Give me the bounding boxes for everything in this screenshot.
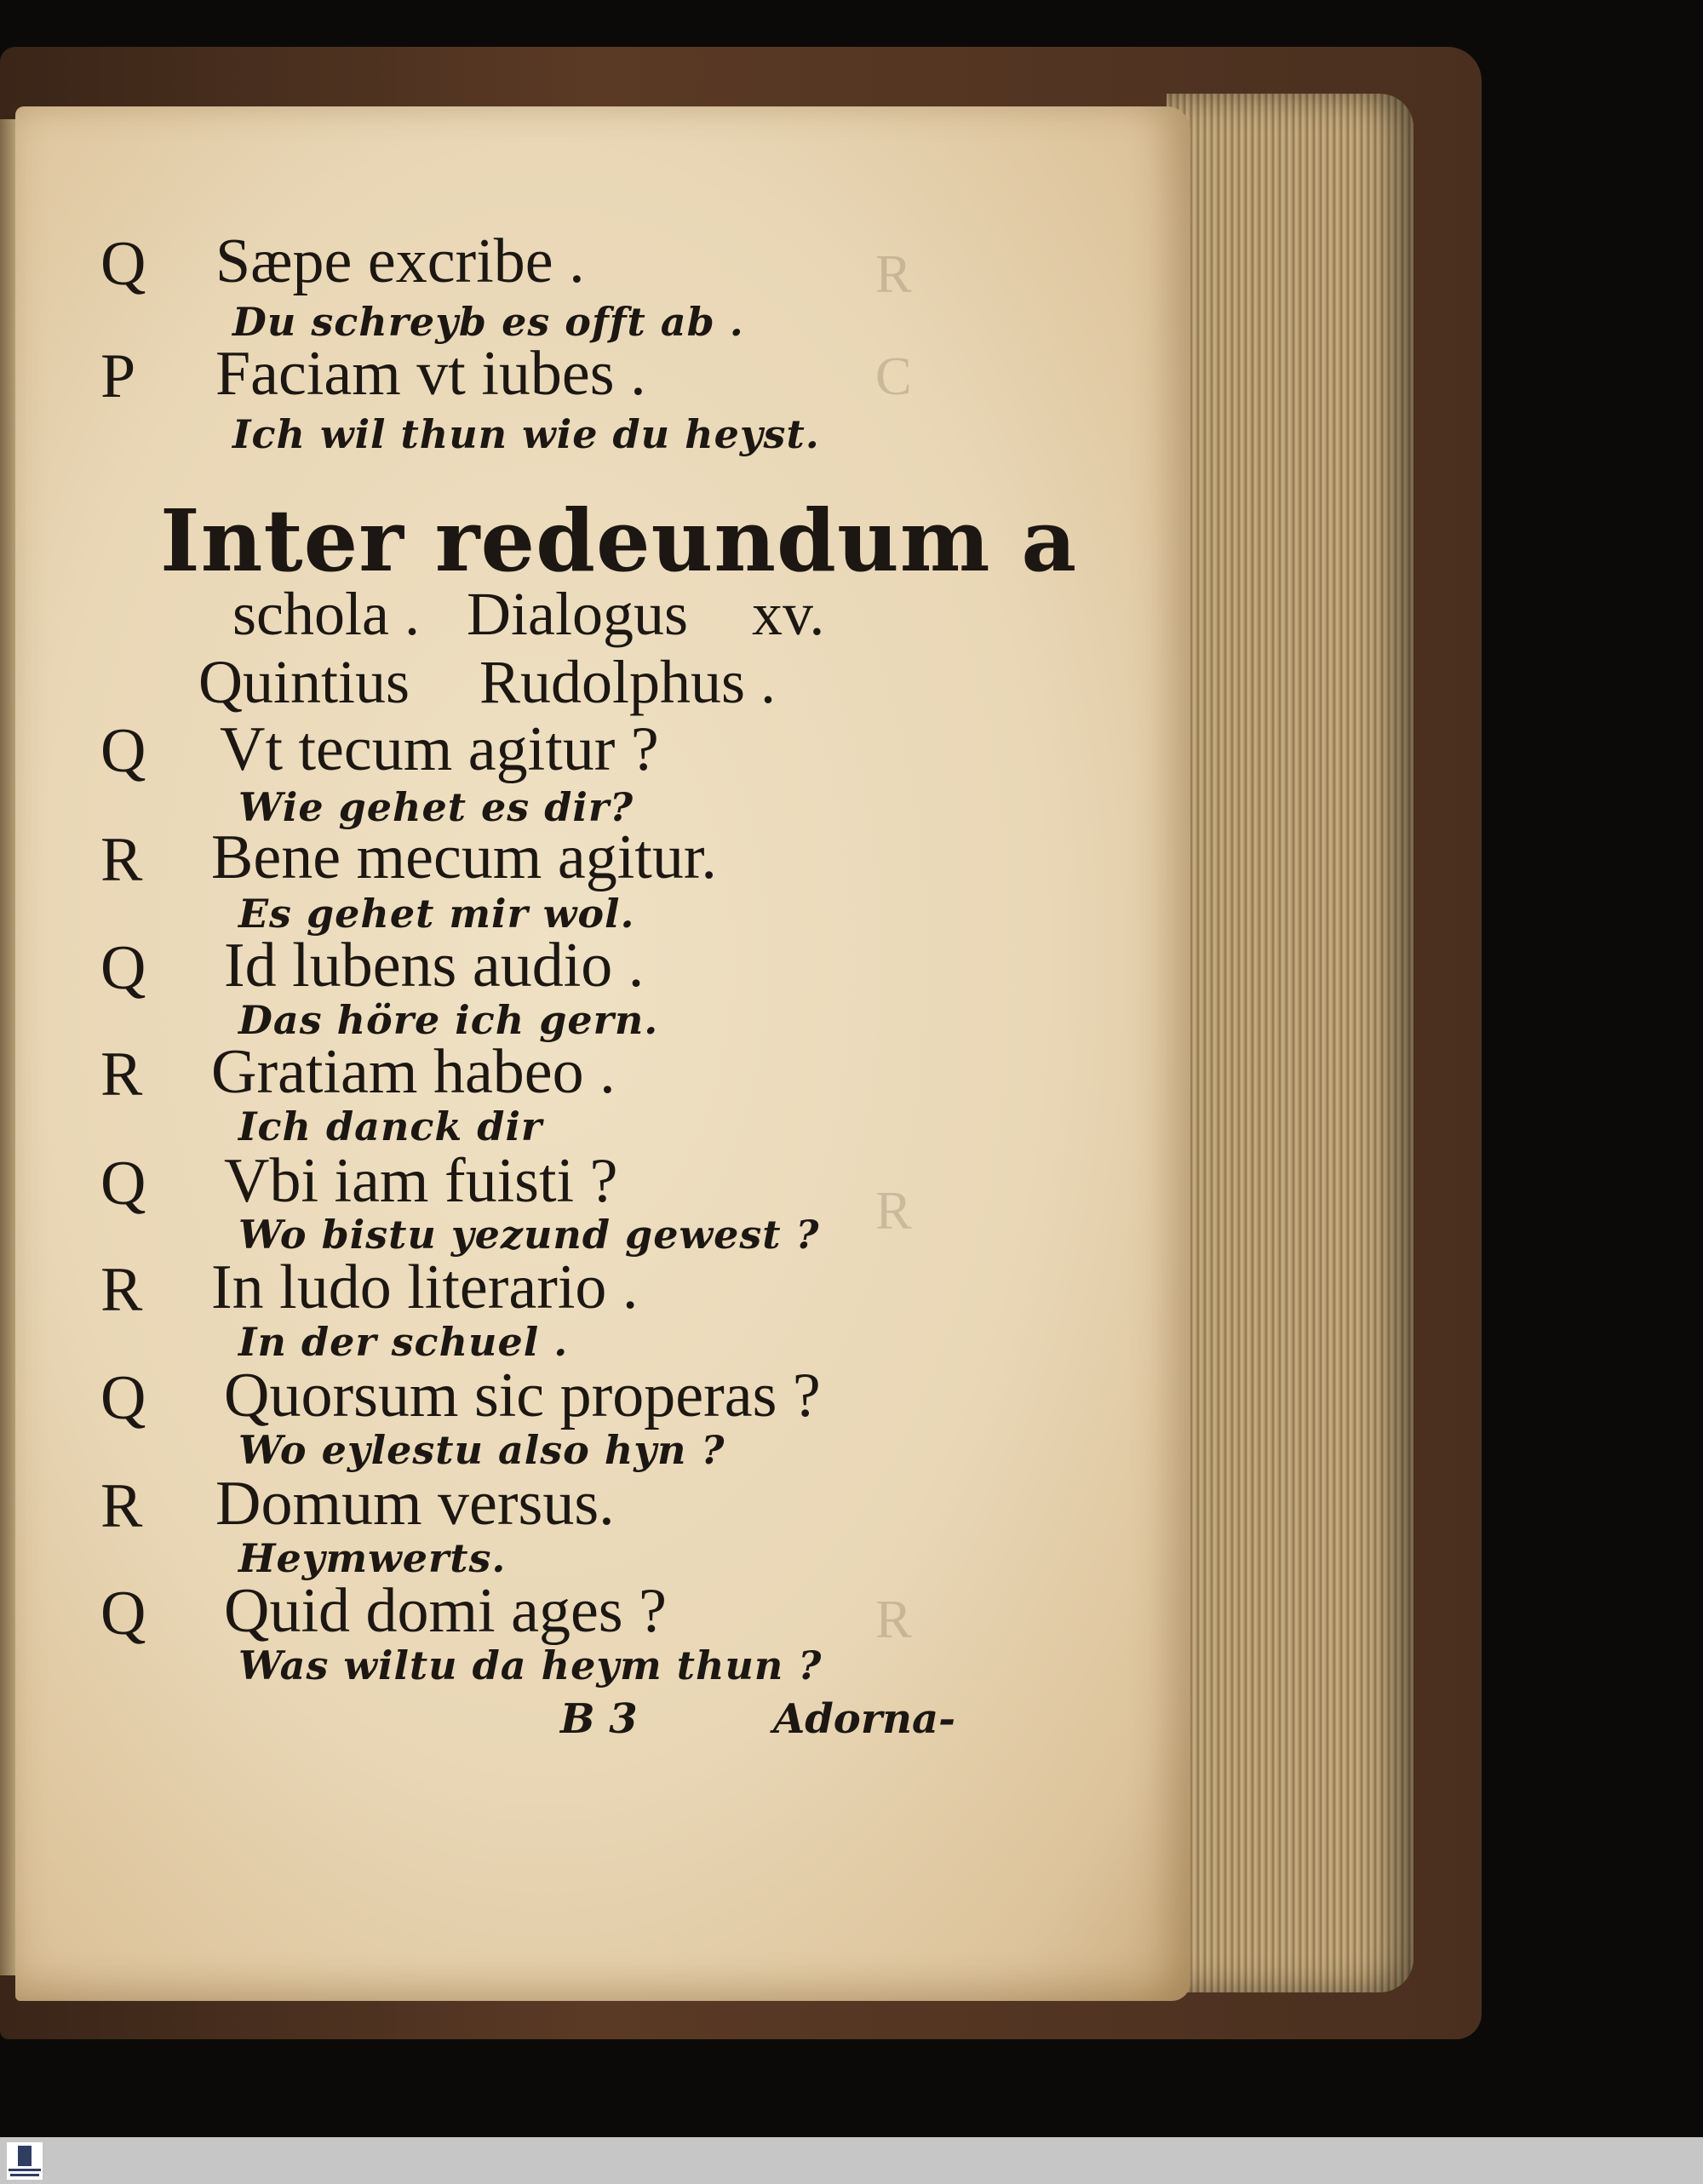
german-line: In der schuel . — [238, 1319, 569, 1365]
bleed-through: R — [875, 1589, 912, 1649]
german-line: Ich wil thun wie du heyst. — [232, 411, 820, 457]
latin-line: Quorsum sic properas ? — [224, 1361, 821, 1430]
latin-line: Id lubens audio . — [224, 931, 645, 1000]
heading-dialogus: Dialogus — [467, 580, 688, 648]
german-line: Wo eylestu also hyn ? — [238, 1427, 725, 1473]
page-edges — [1167, 94, 1413, 1992]
latin-line: Quid domi ages ? — [224, 1576, 667, 1646]
speaker-mark: Q — [100, 1149, 146, 1218]
heading-number: xv. — [752, 580, 825, 648]
german-line: Das höre ich gern. — [238, 997, 659, 1043]
speaker-mark: R — [100, 1255, 143, 1325]
book-page — [15, 106, 1190, 2001]
speaker-mark: Q — [100, 933, 146, 1003]
heading-schola: schola . — [232, 580, 420, 648]
speaker-mark: R — [100, 825, 143, 895]
library-logo-icon — [7, 2142, 43, 2180]
german-line: Wie gehet es dir? — [238, 784, 634, 830]
german-line: Du schreyb es offt ab . — [232, 299, 744, 345]
latin-line: Vt tecum agitur ? — [220, 714, 659, 784]
speaker-mark: Q — [100, 1579, 146, 1648]
german-line: Was wiltu da heym thun ? — [238, 1642, 823, 1688]
latin-line: Faciam vt iubes . — [215, 339, 646, 409]
german-line: Es gehet mir wol. — [238, 891, 635, 937]
german-line: Ich danck dir — [238, 1103, 543, 1149]
speaker-mark: Q — [100, 716, 146, 786]
catchword: Adorna- — [773, 1695, 956, 1743]
signature-mark: B 3 — [560, 1695, 638, 1743]
viewer-bottom-bar — [0, 2137, 1703, 2184]
german-line: Wo bistu yezund gewest ? — [238, 1212, 820, 1258]
speaker-mark: Q — [100, 1363, 146, 1433]
latin-line: Domum versus. — [215, 1469, 615, 1539]
speaker-name-quintius: Quintius — [198, 648, 410, 716]
latin-line: In ludo literario . — [211, 1253, 639, 1322]
latin-line: Gratiam habeo . — [211, 1037, 616, 1107]
speaker-mark: Q — [100, 229, 146, 299]
latin-line: Sæpe excribe . — [215, 226, 585, 296]
bleed-through: R — [875, 244, 912, 304]
bleed-through: R — [875, 1180, 912, 1241]
german-line: Heymwerts. — [238, 1535, 507, 1581]
speaker-name-rudolphus: Rudolphus . — [479, 648, 777, 716]
latin-line: Vbi iam fuisti ? — [224, 1146, 618, 1216]
latin-line: Bene mecum agitur. — [211, 823, 717, 892]
speaker-mark: R — [100, 1040, 143, 1109]
facing-page-edge — [0, 119, 15, 1975]
speaker-mark: P — [100, 341, 136, 411]
speaker-mark: R — [100, 1471, 143, 1541]
dialogue-heading: Inter redeundum a — [160, 490, 1078, 591]
bleed-through: C — [875, 346, 912, 406]
